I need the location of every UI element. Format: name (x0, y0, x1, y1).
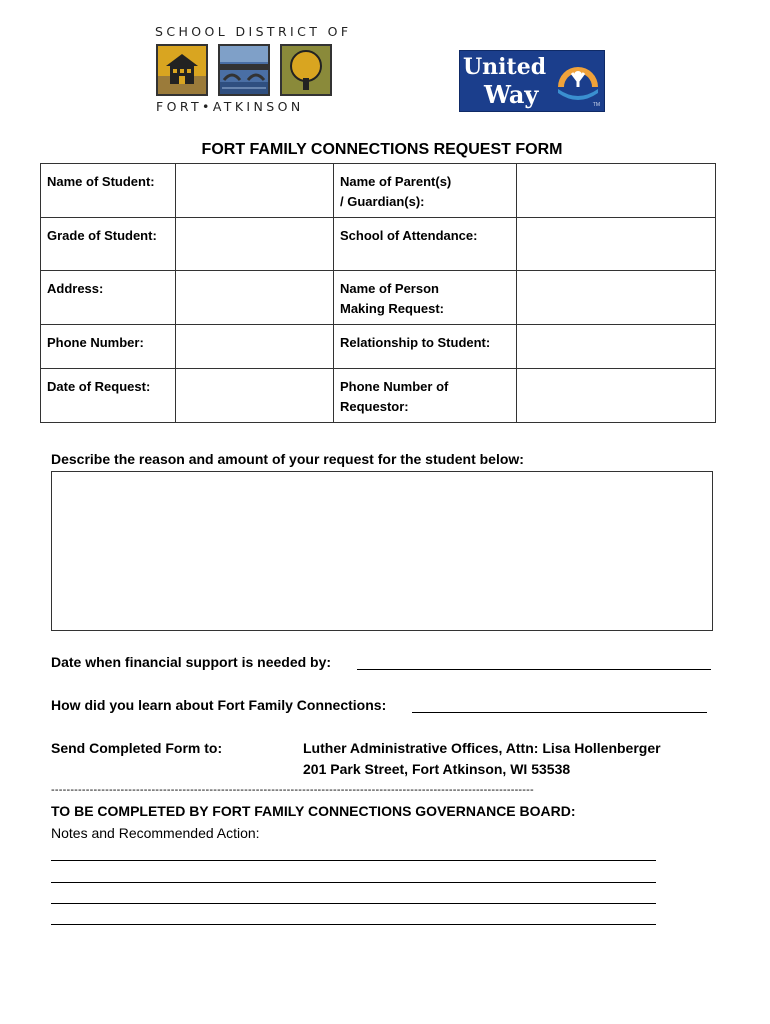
request-form-table (40, 163, 716, 423)
date-of-request-label: Date of Request: (41, 369, 176, 423)
table-row (41, 218, 716, 271)
requestor-phone-label: Phone Number of Requestor: (334, 369, 517, 423)
send-address-line2: 201 Park Street, Fort Atkinson, WI 53538 (303, 761, 571, 777)
relationship-label: Relationship to Student: (334, 325, 517, 369)
address-label: Address: (41, 271, 176, 325)
table-row (41, 164, 716, 218)
learn-about-label: How did you learn about Fort Family Connections: (51, 697, 387, 713)
describe-textarea[interactable] (51, 471, 713, 631)
parent-name-label: Name of Parent(s) / Guardian(s): (334, 164, 517, 218)
requestor-phone-field[interactable] (517, 369, 716, 423)
notes-line[interactable] (51, 924, 656, 925)
address-field[interactable] (176, 271, 334, 325)
requestor-name-label: Name of Person Making Request: (334, 271, 517, 325)
requestor-name-field[interactable] (517, 271, 716, 325)
describe-label: Describe the reason and amount of your request for the student below: (51, 451, 524, 467)
bridge-icon (218, 44, 270, 96)
date-of-request-field[interactable] (176, 369, 334, 423)
board-heading: TO BE COMPLETED BY FORT FAMILY CONNECTIONS GOVERNANCE BOARD: (51, 803, 576, 819)
send-to-label: Send Completed Form to: (51, 740, 223, 756)
phone-number-label: Phone Number: (41, 325, 176, 369)
send-address-line1: Luther Administrative Offices, Attn: Lisa Hollenberger (303, 740, 661, 756)
date-needed-line[interactable] (357, 669, 711, 670)
grade-field[interactable] (176, 218, 334, 271)
school-district-logo-bottom-text: FORT•ATKINSON (156, 99, 304, 114)
tree-icon (280, 44, 332, 96)
united-way-logo-line1: United (463, 54, 547, 80)
relationship-field[interactable] (517, 325, 716, 369)
school-of-attendance-label: School of Attendance: (334, 218, 517, 271)
table-row (41, 369, 716, 423)
notes-line[interactable] (51, 882, 656, 883)
parent-name-field[interactable] (517, 164, 716, 218)
school-district-logo-top-text: SCHOOL DISTRICT OF (155, 24, 352, 39)
united-way-logo-line2: Way (484, 80, 539, 109)
united-way-logo (459, 50, 605, 112)
notes-line[interactable] (51, 860, 656, 861)
grade-label: Grade of Student: (41, 218, 176, 271)
phone-number-field[interactable] (176, 325, 334, 369)
united-way-trademark: TM (592, 102, 600, 108)
student-name-label: Name of Student: (41, 164, 176, 218)
form-title: FORT FAMILY CONNECTIONS REQUEST FORM (201, 141, 563, 158)
separator-dashes: ----------------------------------------------------------------------------------------------------------------------------- (51, 784, 534, 796)
notes-line[interactable] (51, 903, 656, 904)
school-of-attendance-field[interactable] (517, 218, 716, 271)
learn-about-line[interactable] (412, 712, 707, 713)
table-row (41, 325, 716, 369)
notes-label: Notes and Recommended Action: (51, 825, 260, 841)
date-needed-label: Date when financial support is needed by: (51, 654, 332, 670)
united-way-emblem-icon (554, 57, 602, 105)
table-row (41, 271, 716, 325)
school-building-icon (156, 44, 208, 96)
student-name-field[interactable] (176, 164, 334, 218)
